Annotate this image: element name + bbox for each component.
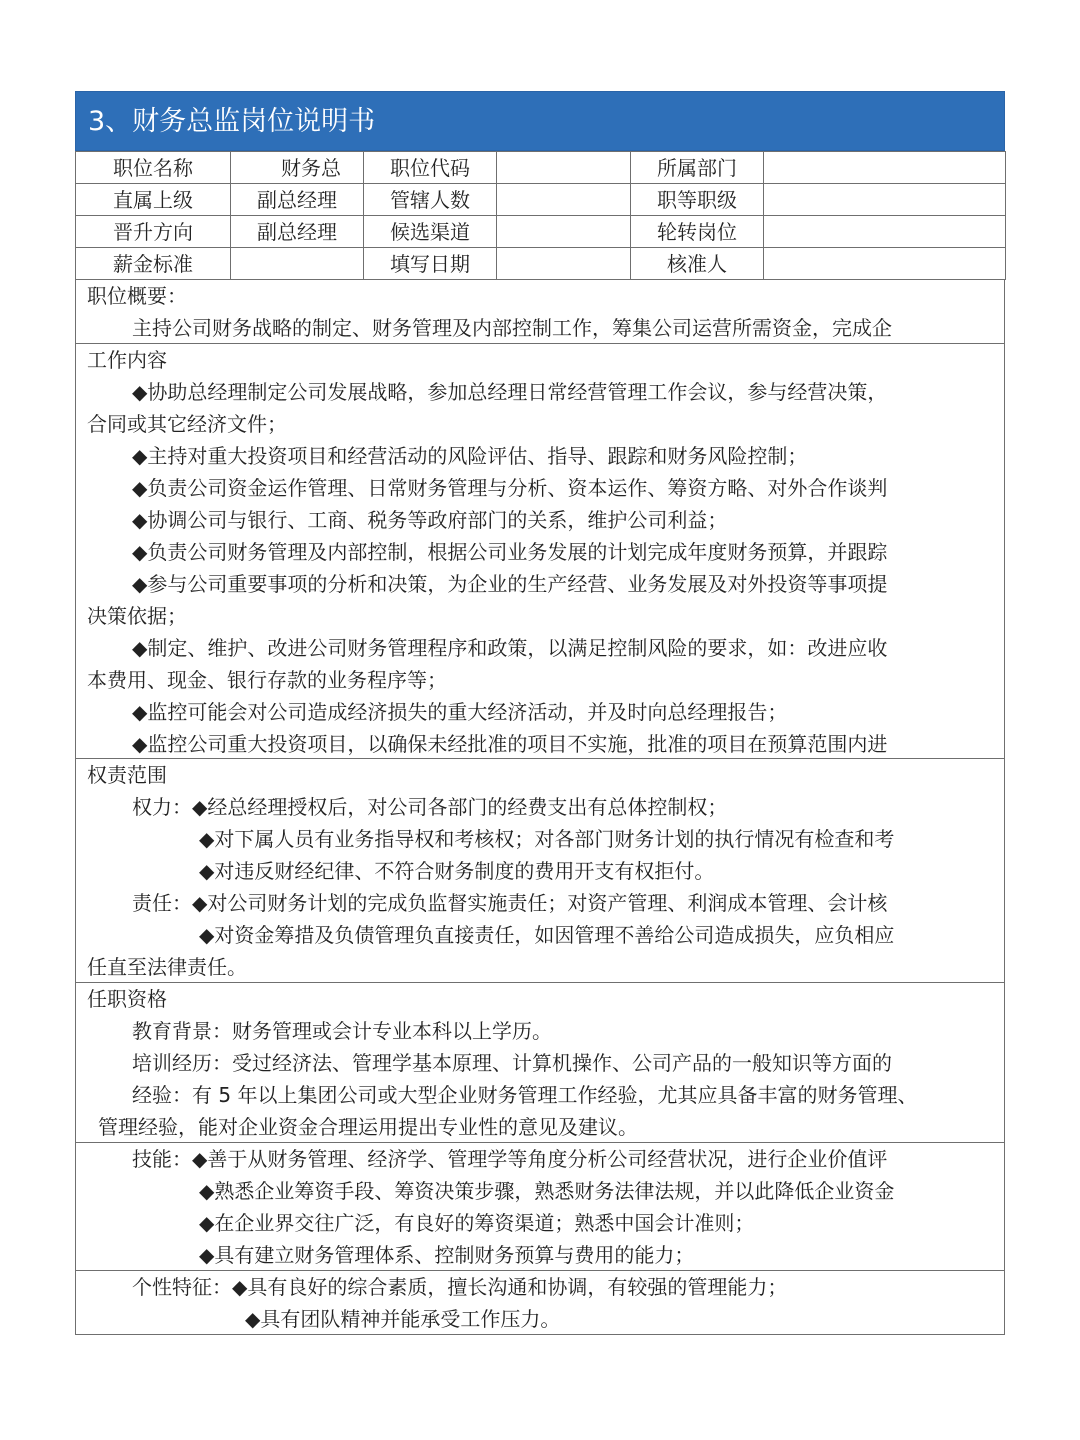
label-candidate-channel: 候选渠道 [364,216,497,248]
list-item: 个性特征：◆具有良好的综合素质，擅长沟通和协调，有较强的管理能力； [132,1275,788,1299]
list-item: ◆制定、维护、改进公司财务管理程序和政策，以满足控制风险的要求，如：改进应收 [132,636,888,660]
job-description-document [75,91,1005,1335]
label-position-name: 职位名称 [76,152,231,184]
list-item: 培训经历：受过经济法、管理学基本原理、计算机操作、公司产品的一般知识等方面的 [132,1051,892,1075]
value-position-code [497,152,631,184]
value-subordinates [497,184,631,216]
list-item: ◆对违反财经纪律、不符合财务制度的费用开支有权拒付。 [199,859,715,883]
section-heading: 权责范围 [87,763,167,787]
list-item: ◆监控公司重大投资项目，以确保未经批准的项目不实施，批准的项目在预算范围内进 [132,732,888,756]
list-item: 教育背景：财务管理或会计专业本科以上学历。 [132,1019,552,1043]
label-salary: 薪金标准 [76,248,231,280]
personality-section [75,1271,1005,1335]
skills-section [75,1143,1005,1271]
value-salary [231,248,364,280]
basic-info-table [75,151,1006,280]
table-row [76,184,1006,216]
list-item: 经验：有 5 年以上集团公司或大型企业财务管理工作经验，尤其应具备丰富的财务管理、 [132,1083,918,1107]
qualifications-section [75,983,1005,1143]
value-promotion: 副总经理 [231,216,364,248]
label-grade: 职等职级 [631,184,764,216]
list-item: 责任：◆对公司财务计划的完成负监督实施责任；对资产管理、利润成本管理、会计核 [132,891,888,915]
list-item: ◆具有团队精神并能承受工作压力。 [245,1307,561,1331]
document-title: 3、财务总监岗位说明书 [75,91,1005,151]
list-item: 任直至法律责任。 [87,955,247,979]
list-item: 决策依据； [87,604,187,628]
list-item: 权力：◆经总经理授权后，对公司各部门的经费支出有总体控制权； [132,795,728,819]
label-approver: 核准人 [631,248,764,280]
list-item: ◆对下属人员有业务指导权和考核权；对各部门财务计划的执行情况有检查和考 [199,827,895,851]
list-item: ◆对资金筹措及负债管理负直接责任，如因管理不善给公司造成损失，应负相应 [199,923,895,947]
label-promotion: 晋升方向 [76,216,231,248]
table-row [76,248,1006,280]
section-heading: 工作内容 [87,348,167,372]
value-grade [764,184,1006,216]
list-item: ◆参与公司重要事项的分析和决策，为企业的生产经营、业务发展及对外投资等事项提 [132,572,888,596]
section-heading: 任职资格 [87,987,167,1011]
label-fill-date: 填写日期 [364,248,497,280]
value-rotation [764,216,1006,248]
value-position-name: 财务总 [231,152,364,184]
list-item: ◆熟悉企业筹资手段、筹资决策步骤，熟悉财务法律法规，并以此降低企业资金 [199,1179,895,1203]
list-item: 技能：◆善于从财务管理、经济学、管理学等角度分析公司经营状况，进行企业价值评 [132,1147,888,1171]
authority-section [75,759,1005,983]
label-direct-superior: 直属上级 [76,184,231,216]
value-department [764,152,1006,184]
value-candidate-channel [497,216,631,248]
label-rotation: 轮转岗位 [631,216,764,248]
list-item: ◆具有建立财务管理体系、控制财务预算与费用的能力； [199,1243,695,1267]
label-position-code: 职位代码 [364,152,497,184]
list-item: 合同或其它经济文件； [87,412,287,436]
list-item: ◆负责公司财务管理及内部控制，根据公司业务发展的计划完成年度财务预算，并跟踪 [132,540,888,564]
label-department: 所属部门 [631,152,764,184]
duties-section [75,344,1005,759]
list-item: 管理经验，能对企业资金合理运用提出专业性的意见及建议。 [98,1115,638,1139]
table-row [76,152,1006,184]
list-item: ◆协调公司与银行、工商、税务等政府部门的关系，维护公司利益； [132,508,728,532]
list-item: 本费用、现金、银行存款的业务程序等； [87,668,447,692]
table-row [76,216,1006,248]
value-fill-date [497,248,631,280]
overview-text: 主持公司财务战略的制定、财务管理及内部控制工作，筹集公司运营所需资金，完成企 [132,316,892,340]
list-item: ◆主持对重大投资项目和经营活动的风险评估、指导、跟踪和财务风险控制； [132,444,808,468]
list-item: ◆协助总经理制定公司发展战略，参加总经理日常经营管理工作会议，参与经营决策， [132,380,888,404]
list-item: ◆负责公司资金运作管理、日常财务管理与分析、资本运作、筹资方略、对外合作谈判 [132,476,888,500]
list-item: ◆监控可能会对公司造成经济损失的重大经济活动，并及时向总经理报告； [132,700,788,724]
section-heading: 职位概要： [87,284,187,308]
overview-section [75,280,1005,344]
list-item: ◆在企业界交往广泛，有良好的筹资渠道；熟悉中国会计准则； [199,1211,755,1235]
value-approver [764,248,1006,280]
value-direct-superior: 副总经理 [231,184,364,216]
label-subordinates: 管辖人数 [364,184,497,216]
